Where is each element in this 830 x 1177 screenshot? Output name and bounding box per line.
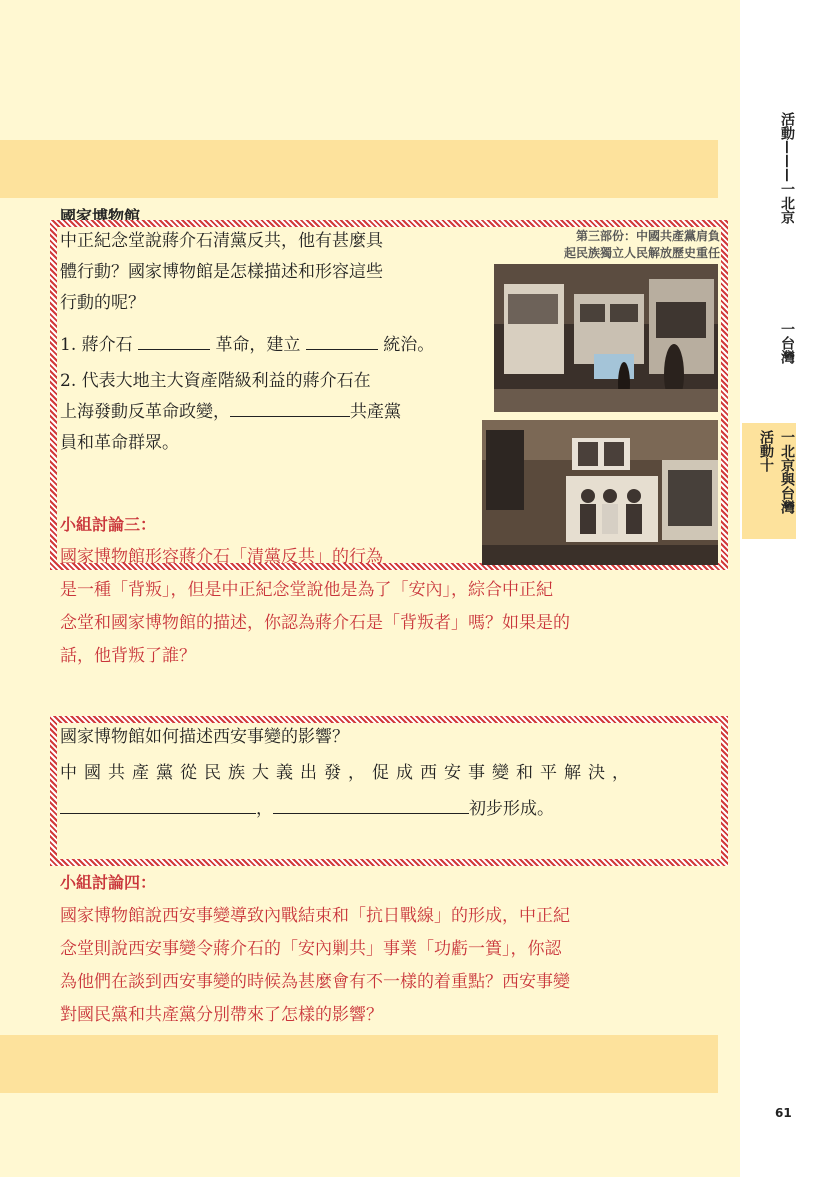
discussion-4-line: 念堂則說西安事變令蔣介石的「安內剿共」事業「功虧一簣」，你認 bbox=[60, 939, 562, 959]
discussion-3-body bbox=[60, 541, 725, 673]
item-2 bbox=[60, 366, 480, 459]
discussion-3-line: 國家博物館形容蔣介石「清黨反共」的行為 bbox=[60, 547, 383, 567]
item2-part-b: 共產黨 bbox=[350, 402, 401, 422]
item-1 bbox=[60, 330, 500, 361]
section2-fill-line bbox=[60, 794, 720, 825]
blank-field[interactable] bbox=[273, 795, 469, 814]
section2-comma: ， bbox=[256, 799, 273, 819]
item2-line bbox=[60, 397, 480, 428]
sidebar-taiwan-label: 一台灣 bbox=[779, 322, 795, 364]
top-band bbox=[0, 140, 718, 198]
discussion-3-title: 小組討論三： bbox=[60, 515, 157, 534]
section2-line: 中國共產黨從民族大義出發，促成西安事變和平解決， bbox=[60, 763, 636, 783]
item2-part-a: 上海發動反革命政變， bbox=[60, 402, 230, 422]
caption-line: 起民族獨立人民解放歷史重任 bbox=[563, 246, 720, 260]
item1-part-b: 革命，建立 bbox=[215, 335, 301, 355]
sidebar-chapter-label: 活動———一北京 bbox=[779, 112, 795, 224]
blank-field[interactable] bbox=[138, 331, 210, 350]
page-number: 61 bbox=[775, 1106, 792, 1120]
exhibition-photo bbox=[494, 264, 718, 412]
item2-line: 2. 代表大地主大資產階級利益的蔣介石在 bbox=[60, 371, 371, 391]
item2-line: 員和革命群眾。 bbox=[60, 433, 179, 453]
sidebar-activity-label: 活動十 bbox=[758, 430, 774, 472]
discussion-3-line: 話，他背叛了誰？ bbox=[60, 646, 196, 666]
item1-part-c: 統治。 bbox=[383, 335, 435, 355]
sidebar-activity-topic: 一北京與台灣 bbox=[779, 430, 795, 514]
discussion-4-title: 小組討論四： bbox=[60, 873, 157, 892]
blank-field[interactable] bbox=[306, 331, 378, 350]
photo-caption bbox=[490, 228, 720, 262]
item1-part-a: 1. 蔣介石 bbox=[60, 335, 133, 355]
discussion-4-line: 國家博物館說西安事變導致內戰結束和「抗日戰線」的形成，中正紀 bbox=[60, 906, 570, 926]
discussion-3-line: 念堂和國家博物館的描述，你認為蔣介石是「背叛者」嗎？如果是的 bbox=[60, 613, 570, 633]
blank-field[interactable] bbox=[230, 398, 350, 417]
section1-line: 體行動？國家博物館是怎樣描述和形容這些 bbox=[60, 262, 383, 282]
discussion-4-body bbox=[60, 900, 725, 1032]
discussion-4-line: 為他們在談到西安事變的時候為甚麼會有不一樣的着重點？西安事變 bbox=[60, 972, 570, 992]
discussion-3-line: 是一種「背叛」，但是中正紀念堂說他是為了「安內」，綜合中正紀 bbox=[60, 580, 553, 600]
section1-text bbox=[60, 226, 480, 319]
section1-line: 中正紀念堂說蔣介石清黨反共，他有甚麼具 bbox=[60, 231, 383, 251]
section1-line: 行動的呢？ bbox=[60, 293, 145, 313]
section2-question: 國家博物館如何描述西安事變的影響？ bbox=[60, 727, 349, 747]
blank-field[interactable] bbox=[60, 795, 256, 814]
bottom-band bbox=[0, 1035, 718, 1093]
section2-line-end: 初步形成。 bbox=[469, 799, 554, 819]
section-title-national-museum: 國家博物館 bbox=[60, 207, 141, 226]
discussion-4-line: 對國民黨和共產黨分別帶來了怎樣的影響？ bbox=[60, 1005, 383, 1025]
caption-line: 第三部份：中國共產黨肩負 bbox=[575, 229, 720, 243]
